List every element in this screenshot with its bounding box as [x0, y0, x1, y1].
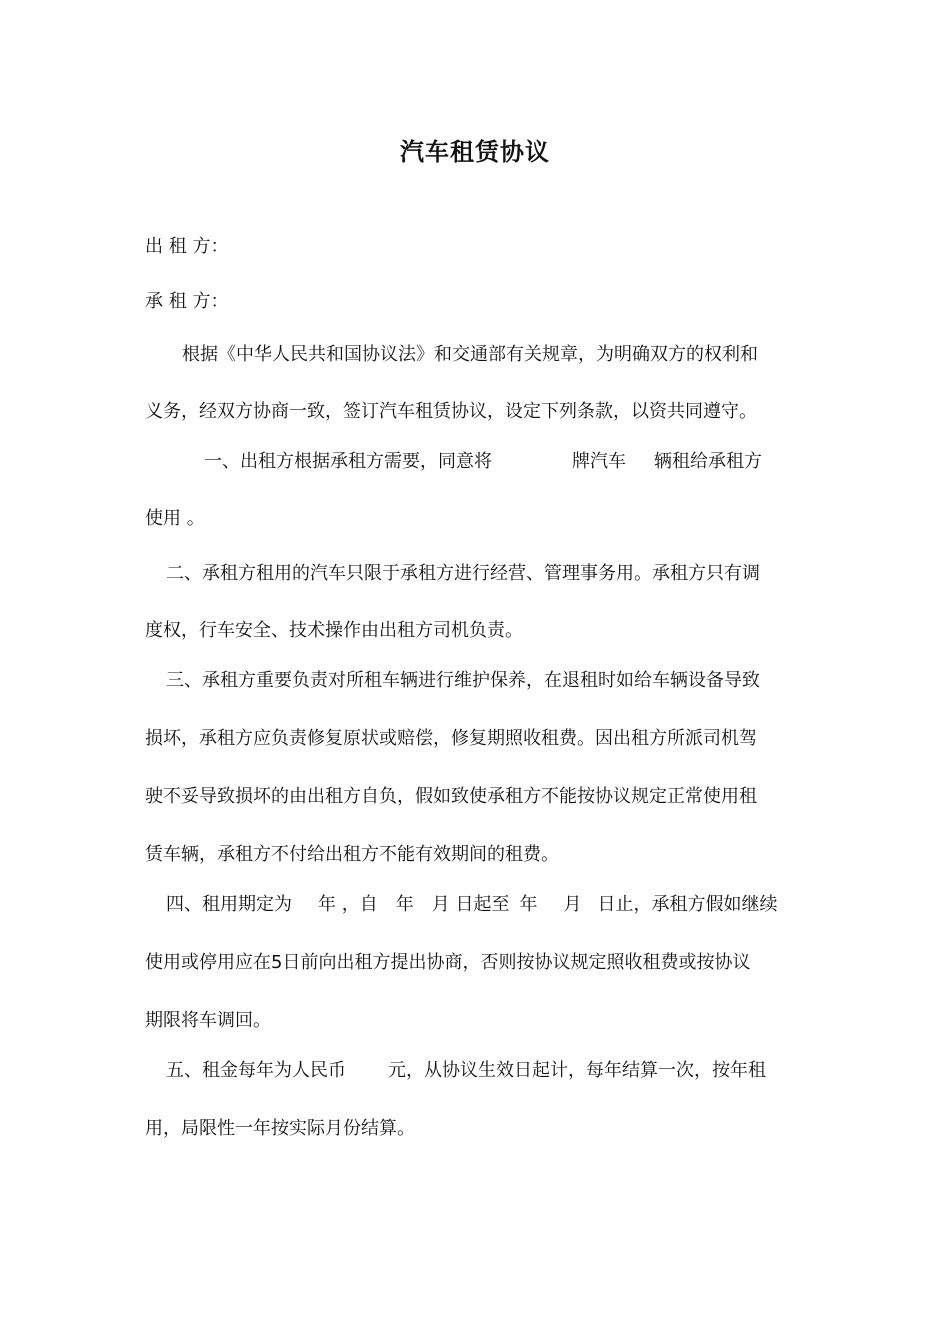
clause-5-part-a: 五、租金每年为人民币: [166, 1060, 346, 1081]
clause-3-line-2: 损坏，承租方应负责修复原状或赔偿，修复期照收租费。因出租方所派司机驾: [145, 728, 757, 749]
clause-1-part-b: 牌汽车: [572, 451, 626, 472]
clause-3-line-3: 驶不妥导致损坏的由出租方自负，假如致使承租方不能按协议规定正常使用租: [145, 786, 757, 807]
clause-1-part-a: 一、出租方根据承租方需要，同意将: [204, 451, 492, 472]
clause-2-line-2: 度权，行车安全、技术操作由出租方司机负责。: [145, 620, 523, 641]
clause-1-line-1: [204, 450, 762, 474]
lessee-label: 承 租 方：: [145, 291, 229, 312]
clause-4-start-month-day: 月 日起至: [431, 894, 510, 915]
intro-line-1: 根据《中华人民共和国协议法》和交通部有关规章，为明确双方的权利和: [182, 344, 758, 365]
clause-5-line-2: 用，局限性一年按实际月份结算。: [145, 1118, 415, 1139]
clause-4-end-year: 年: [519, 894, 538, 915]
clause-4-year-from: 年 ，自: [318, 894, 378, 915]
clause-4-start-year: 年: [395, 894, 414, 915]
intro-line-2: 义务，经双方协商一致，签订汽车租赁协议，设定下列条款，以资共同遵守。: [145, 401, 757, 422]
clause-1-line-2: 使用 。: [145, 508, 205, 529]
clause-3-line-1: 三、承租方重要负责对所租车辆进行维护保养，在退租时如给车辆设备导致: [166, 670, 760, 691]
clause-4-line-3: 期限将车调回。: [145, 1010, 271, 1031]
clause-4-term-label: 四、租用期定为: [166, 894, 292, 915]
clause-4-end-month: 月: [563, 894, 582, 915]
clause-2-line-1: 二、承租方租用的汽车只限于承租方进行经营、管理事务用。承租方只有调: [166, 563, 760, 584]
clause-5-part-b: 元，从协议生效日起计，每年结算一次，按年租: [388, 1060, 766, 1081]
clause-5-line-1: [166, 1059, 766, 1083]
document-title: 汽车租赁协议: [400, 137, 550, 166]
clause-4-line-1: [166, 893, 777, 917]
lessor-label: 出 租 方：: [145, 236, 229, 257]
clause-4-line-2: 使用或停用应在5日前向出租方提出协商，否则按协议规定照收租费或按协议: [145, 952, 751, 973]
clause-4-end-day: 日止，承租方假如继续: [597, 894, 778, 915]
clause-1-part-c: 辆租给承租方: [654, 451, 762, 472]
clause-3-line-4: 赁车辆，承租方不付给出租方不能有效期间的租费。: [145, 844, 559, 865]
